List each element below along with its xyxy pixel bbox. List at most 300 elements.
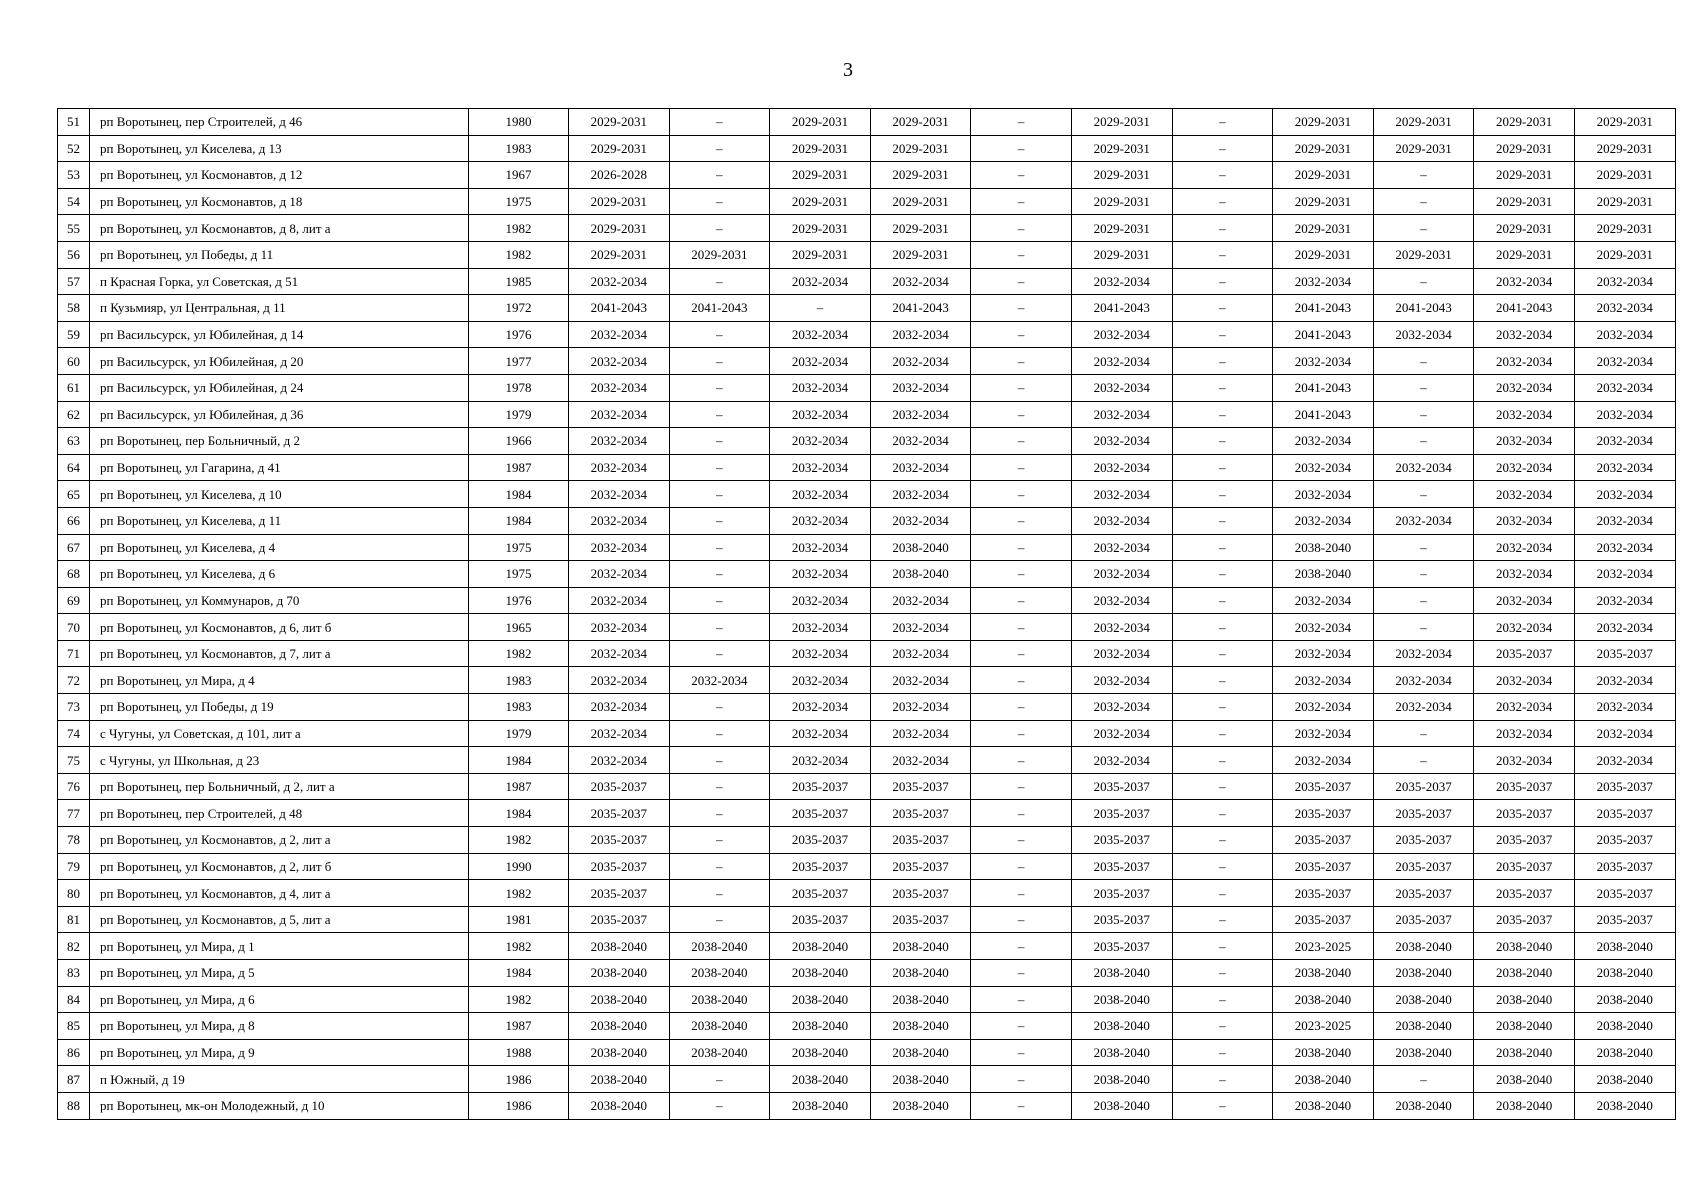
period-cell-5: – — [971, 694, 1072, 721]
period-cell-10: 2032-2034 — [1474, 561, 1575, 588]
period-cell-8: 2038-2040 — [1273, 1092, 1374, 1119]
period-cell-2: – — [669, 827, 770, 854]
period-cell-3: 2032-2034 — [770, 694, 871, 721]
period-cell-3: 2038-2040 — [770, 933, 871, 960]
table-row — [58, 374, 1676, 401]
period-cell-11: 2035-2037 — [1574, 800, 1675, 827]
period-cell-2: – — [669, 135, 770, 162]
period-cell-11: 2032-2034 — [1574, 507, 1675, 534]
period-cell-3: 2035-2037 — [770, 827, 871, 854]
period-cell-2: – — [669, 773, 770, 800]
period-cell-5: – — [971, 481, 1072, 508]
period-cell-5: – — [971, 933, 1072, 960]
period-cell-7: – — [1172, 880, 1273, 907]
year-built-cell: 1987 — [469, 773, 569, 800]
period-cell-6: 2038-2040 — [1071, 1013, 1172, 1040]
year-built-cell: 1965 — [469, 614, 569, 641]
period-cell-9: 2035-2037 — [1373, 773, 1474, 800]
period-cell-7: – — [1172, 933, 1273, 960]
period-cell-9: 2038-2040 — [1373, 1092, 1474, 1119]
period-cell-8: 2032-2034 — [1273, 720, 1374, 747]
period-cell-6: 2032-2034 — [1071, 348, 1172, 375]
period-cell-7: – — [1172, 109, 1273, 136]
period-cell-3: 2035-2037 — [770, 906, 871, 933]
address-cell: рп Воротынец, ул Коммунаров, д 70 — [90, 587, 469, 614]
period-cell-1: 2032-2034 — [569, 481, 670, 508]
period-cell-8: 2032-2034 — [1273, 348, 1374, 375]
period-cell-3: 2038-2040 — [770, 1039, 871, 1066]
row-number-cell: 62 — [58, 401, 90, 428]
period-cell-4: 2032-2034 — [870, 321, 971, 348]
period-cell-7: – — [1172, 960, 1273, 987]
period-cell-3: 2038-2040 — [770, 986, 871, 1013]
period-cell-2: – — [669, 374, 770, 401]
period-cell-5: – — [971, 268, 1072, 295]
address-cell: рп Воротынец, ул Мира, д 6 — [90, 986, 469, 1013]
period-cell-1: 2032-2034 — [569, 401, 670, 428]
period-cell-2: 2041-2043 — [669, 295, 770, 322]
period-cell-5: – — [971, 135, 1072, 162]
address-cell: рп Воротынец, ул Мира, д 9 — [90, 1039, 469, 1066]
period-cell-6: 2032-2034 — [1071, 667, 1172, 694]
period-cell-6: 2035-2037 — [1071, 853, 1172, 880]
period-cell-11: 2035-2037 — [1574, 906, 1675, 933]
period-cell-9: 2032-2034 — [1373, 321, 1474, 348]
period-cell-5: – — [971, 640, 1072, 667]
period-cell-6: 2038-2040 — [1071, 1066, 1172, 1093]
row-number-cell: 53 — [58, 162, 90, 189]
row-number-cell: 63 — [58, 428, 90, 455]
period-cell-11: 2035-2037 — [1574, 773, 1675, 800]
period-cell-3: 2032-2034 — [770, 561, 871, 588]
period-cell-4: 2029-2031 — [870, 241, 971, 268]
table-row — [58, 694, 1676, 721]
period-cell-10: 2032-2034 — [1474, 534, 1575, 561]
table-body — [58, 109, 1676, 1120]
period-cell-2: 2038-2040 — [669, 1013, 770, 1040]
period-cell-9: – — [1373, 614, 1474, 641]
period-cell-4: 2029-2031 — [870, 109, 971, 136]
period-cell-11: 2029-2031 — [1574, 188, 1675, 215]
period-cell-8: 2032-2034 — [1273, 747, 1374, 774]
period-cell-5: – — [971, 853, 1072, 880]
period-cell-4: 2032-2034 — [870, 268, 971, 295]
address-cell: рп Воротынец, ул Космонавтов, д 7, лит а — [90, 640, 469, 667]
table-row — [58, 241, 1676, 268]
period-cell-1: 2026-2028 — [569, 162, 670, 189]
address-cell: рп Воротынец, ул Космонавтов, д 2, лит а — [90, 827, 469, 854]
period-cell-11: 2038-2040 — [1574, 1013, 1675, 1040]
period-cell-1: 2032-2034 — [569, 268, 670, 295]
period-cell-1: 2035-2037 — [569, 906, 670, 933]
table-row — [58, 614, 1676, 641]
period-cell-2: – — [669, 481, 770, 508]
address-cell: рп Васильсурск, ул Юбилейная, д 36 — [90, 401, 469, 428]
period-cell-6: 2032-2034 — [1071, 428, 1172, 455]
period-cell-1: 2032-2034 — [569, 454, 670, 481]
period-cell-7: – — [1172, 507, 1273, 534]
period-cell-7: – — [1172, 587, 1273, 614]
period-cell-5: – — [971, 587, 1072, 614]
period-cell-8: 2038-2040 — [1273, 986, 1374, 1013]
row-number-cell: 72 — [58, 667, 90, 694]
period-cell-5: – — [971, 800, 1072, 827]
period-cell-11: 2032-2034 — [1574, 268, 1675, 295]
period-cell-4: 2032-2034 — [870, 374, 971, 401]
period-cell-9: – — [1373, 1066, 1474, 1093]
period-cell-6: 2029-2031 — [1071, 188, 1172, 215]
period-cell-2: – — [669, 109, 770, 136]
period-cell-4: 2032-2034 — [870, 348, 971, 375]
period-cell-11: 2032-2034 — [1574, 374, 1675, 401]
period-cell-1: 2029-2031 — [569, 109, 670, 136]
row-number-cell: 74 — [58, 720, 90, 747]
period-cell-8: 2023-2025 — [1273, 1013, 1374, 1040]
year-built-cell: 1985 — [469, 268, 569, 295]
period-cell-3: 2029-2031 — [770, 109, 871, 136]
period-cell-10: 2035-2037 — [1474, 880, 1575, 907]
period-cell-2: – — [669, 321, 770, 348]
row-number-cell: 80 — [58, 880, 90, 907]
period-cell-3: 2038-2040 — [770, 1066, 871, 1093]
period-cell-10: 2032-2034 — [1474, 481, 1575, 508]
period-cell-3: 2038-2040 — [770, 960, 871, 987]
period-cell-3: 2032-2034 — [770, 587, 871, 614]
year-built-cell: 1979 — [469, 401, 569, 428]
table-row — [58, 933, 1676, 960]
period-cell-8: 2029-2031 — [1273, 135, 1374, 162]
period-cell-10: 2032-2034 — [1474, 454, 1575, 481]
period-cell-1: 2032-2034 — [569, 534, 670, 561]
period-cell-7: – — [1172, 374, 1273, 401]
table-row — [58, 1013, 1676, 1040]
year-built-cell: 1986 — [469, 1066, 569, 1093]
row-number-cell: 71 — [58, 640, 90, 667]
period-cell-6: 2032-2034 — [1071, 614, 1172, 641]
period-cell-9: – — [1373, 188, 1474, 215]
period-cell-4: 2032-2034 — [870, 614, 971, 641]
address-cell: рп Воротынец, ул Мира, д 4 — [90, 667, 469, 694]
period-cell-8: 2032-2034 — [1273, 454, 1374, 481]
row-number-cell: 68 — [58, 561, 90, 588]
period-cell-4: 2038-2040 — [870, 1039, 971, 1066]
address-cell: рп Воротынец, ул Космонавтов, д 2, лит б — [90, 853, 469, 880]
period-cell-2: 2038-2040 — [669, 986, 770, 1013]
period-cell-9: 2029-2031 — [1373, 109, 1474, 136]
period-cell-7: – — [1172, 800, 1273, 827]
period-cell-5: – — [971, 906, 1072, 933]
period-cell-7: – — [1172, 428, 1273, 455]
period-cell-5: – — [971, 348, 1072, 375]
period-cell-7: – — [1172, 667, 1273, 694]
period-cell-5: – — [971, 428, 1072, 455]
period-cell-2: – — [669, 348, 770, 375]
period-cell-2: – — [669, 640, 770, 667]
address-cell: рп Васильсурск, ул Юбилейная, д 24 — [90, 374, 469, 401]
period-cell-1: 2035-2037 — [569, 853, 670, 880]
period-cell-4: 2029-2031 — [870, 188, 971, 215]
period-cell-4: 2032-2034 — [870, 640, 971, 667]
period-cell-9: 2035-2037 — [1373, 853, 1474, 880]
period-cell-3: 2032-2034 — [770, 268, 871, 295]
period-cell-2: – — [669, 906, 770, 933]
period-cell-4: 2032-2034 — [870, 401, 971, 428]
period-cell-3: 2032-2034 — [770, 534, 871, 561]
row-number-cell: 51 — [58, 109, 90, 136]
year-built-cell: 1984 — [469, 960, 569, 987]
period-cell-9: 2038-2040 — [1373, 960, 1474, 987]
period-cell-10: 2032-2034 — [1474, 747, 1575, 774]
row-number-cell: 55 — [58, 215, 90, 242]
address-cell: рп Воротынец, ул Космонавтов, д 4, лит а — [90, 880, 469, 907]
table-row — [58, 800, 1676, 827]
year-built-cell: 1987 — [469, 454, 569, 481]
period-cell-4: 2032-2034 — [870, 507, 971, 534]
year-built-cell: 1982 — [469, 215, 569, 242]
period-cell-5: – — [971, 667, 1072, 694]
period-cell-5: – — [971, 215, 1072, 242]
period-cell-9: 2032-2034 — [1373, 507, 1474, 534]
address-cell: рп Воротынец, ул Киселева, д 4 — [90, 534, 469, 561]
period-cell-11: 2035-2037 — [1574, 880, 1675, 907]
year-built-cell: 1976 — [469, 587, 569, 614]
period-cell-7: – — [1172, 454, 1273, 481]
period-cell-7: – — [1172, 561, 1273, 588]
period-cell-8: 2029-2031 — [1273, 241, 1374, 268]
period-cell-7: – — [1172, 295, 1273, 322]
period-cell-4: 2035-2037 — [870, 773, 971, 800]
period-cell-3: 2032-2034 — [770, 720, 871, 747]
period-cell-11: 2038-2040 — [1574, 1092, 1675, 1119]
period-cell-7: – — [1172, 348, 1273, 375]
period-cell-9: – — [1373, 215, 1474, 242]
year-built-cell: 1980 — [469, 109, 569, 136]
period-cell-11: 2032-2034 — [1574, 295, 1675, 322]
period-cell-7: – — [1172, 720, 1273, 747]
year-built-cell: 1984 — [469, 747, 569, 774]
period-cell-9: 2035-2037 — [1373, 827, 1474, 854]
table-row — [58, 215, 1676, 242]
row-number-cell: 65 — [58, 481, 90, 508]
row-number-cell: 73 — [58, 694, 90, 721]
row-number-cell: 52 — [58, 135, 90, 162]
period-cell-5: – — [971, 747, 1072, 774]
year-built-cell: 1978 — [469, 374, 569, 401]
period-cell-8: 2029-2031 — [1273, 215, 1374, 242]
period-cell-8: 2038-2040 — [1273, 1039, 1374, 1066]
period-cell-11: 2032-2034 — [1574, 561, 1675, 588]
period-cell-10: 2035-2037 — [1474, 853, 1575, 880]
period-cell-3: 2035-2037 — [770, 880, 871, 907]
period-cell-2: – — [669, 694, 770, 721]
period-cell-10: 2032-2034 — [1474, 321, 1575, 348]
period-cell-2: – — [669, 880, 770, 907]
year-built-cell: 1982 — [469, 640, 569, 667]
period-cell-3: 2029-2031 — [770, 215, 871, 242]
period-cell-2: – — [669, 454, 770, 481]
row-number-cell: 56 — [58, 241, 90, 268]
period-cell-6: 2032-2034 — [1071, 321, 1172, 348]
period-cell-9: – — [1373, 162, 1474, 189]
table-row — [58, 295, 1676, 322]
period-cell-2: 2038-2040 — [669, 960, 770, 987]
period-cell-10: 2032-2034 — [1474, 587, 1575, 614]
period-cell-1: 2032-2034 — [569, 614, 670, 641]
period-cell-7: – — [1172, 162, 1273, 189]
period-cell-10: 2029-2031 — [1474, 162, 1575, 189]
period-cell-2: – — [669, 507, 770, 534]
period-cell-5: – — [971, 188, 1072, 215]
period-cell-5: – — [971, 241, 1072, 268]
period-cell-7: – — [1172, 773, 1273, 800]
address-cell: рп Воротынец, ул Киселева, д 10 — [90, 481, 469, 508]
table-row — [58, 348, 1676, 375]
row-number-cell: 78 — [58, 827, 90, 854]
period-cell-9: 2035-2037 — [1373, 800, 1474, 827]
year-built-cell: 1982 — [469, 986, 569, 1013]
period-cell-4: 2032-2034 — [870, 428, 971, 455]
period-cell-2: – — [669, 215, 770, 242]
period-cell-6: 2032-2034 — [1071, 561, 1172, 588]
period-cell-10: 2032-2034 — [1474, 348, 1575, 375]
period-cell-2: – — [669, 534, 770, 561]
period-cell-7: – — [1172, 481, 1273, 508]
period-cell-3: 2029-2031 — [770, 162, 871, 189]
period-cell-6: 2032-2034 — [1071, 640, 1172, 667]
period-cell-4: 2038-2040 — [870, 1092, 971, 1119]
period-cell-3: 2032-2034 — [770, 481, 871, 508]
period-cell-8: 2041-2043 — [1273, 401, 1374, 428]
period-cell-11: 2032-2034 — [1574, 747, 1675, 774]
period-cell-6: 2032-2034 — [1071, 401, 1172, 428]
period-cell-3: 2029-2031 — [770, 135, 871, 162]
period-cell-3: 2032-2034 — [770, 428, 871, 455]
period-cell-4: 2038-2040 — [870, 1066, 971, 1093]
period-cell-5: – — [971, 295, 1072, 322]
period-cell-2: 2032-2034 — [669, 667, 770, 694]
period-cell-6: 2032-2034 — [1071, 694, 1172, 721]
address-cell: рп Васильсурск, ул Юбилейная, д 14 — [90, 321, 469, 348]
row-number-cell: 61 — [58, 374, 90, 401]
period-cell-2: – — [669, 800, 770, 827]
period-cell-5: – — [971, 162, 1072, 189]
table-row — [58, 640, 1676, 667]
period-cell-10: 2038-2040 — [1474, 1092, 1575, 1119]
period-cell-6: 2035-2037 — [1071, 800, 1172, 827]
period-cell-7: – — [1172, 614, 1273, 641]
year-built-cell: 1983 — [469, 667, 569, 694]
period-cell-8: 2035-2037 — [1273, 880, 1374, 907]
period-cell-1: 2032-2034 — [569, 747, 670, 774]
period-cell-6: 2038-2040 — [1071, 1092, 1172, 1119]
period-cell-8: 2032-2034 — [1273, 667, 1374, 694]
period-cell-2: – — [669, 853, 770, 880]
period-cell-6: 2038-2040 — [1071, 1039, 1172, 1066]
period-cell-10: 2035-2037 — [1474, 640, 1575, 667]
year-built-cell: 1966 — [469, 428, 569, 455]
period-cell-5: – — [971, 1039, 1072, 1066]
period-cell-8: 2029-2031 — [1273, 162, 1374, 189]
row-number-cell: 60 — [58, 348, 90, 375]
period-cell-9: 2032-2034 — [1373, 667, 1474, 694]
address-cell: с Чугуны, ул Школьная, д 23 — [90, 747, 469, 774]
row-number-cell: 88 — [58, 1092, 90, 1119]
period-cell-4: 2038-2040 — [870, 933, 971, 960]
row-number-cell: 76 — [58, 773, 90, 800]
period-cell-4: 2029-2031 — [870, 135, 971, 162]
row-number-cell: 70 — [58, 614, 90, 641]
address-cell: рп Воротынец, ул Гагарина, д 41 — [90, 454, 469, 481]
period-cell-11: 2035-2037 — [1574, 640, 1675, 667]
period-cell-8: 2035-2037 — [1273, 773, 1374, 800]
period-cell-1: 2035-2037 — [569, 880, 670, 907]
period-cell-1: 2032-2034 — [569, 561, 670, 588]
period-cell-7: – — [1172, 640, 1273, 667]
period-cell-2: – — [669, 614, 770, 641]
period-cell-9: – — [1373, 587, 1474, 614]
table-row — [58, 880, 1676, 907]
period-cell-4: 2035-2037 — [870, 853, 971, 880]
period-cell-1: 2038-2040 — [569, 933, 670, 960]
period-cell-4: 2038-2040 — [870, 561, 971, 588]
period-cell-3: 2029-2031 — [770, 188, 871, 215]
table-row — [58, 853, 1676, 880]
period-cell-2: – — [669, 1092, 770, 1119]
period-cell-1: 2032-2034 — [569, 587, 670, 614]
period-cell-5: – — [971, 374, 1072, 401]
table-row — [58, 986, 1676, 1013]
period-cell-9: 2032-2034 — [1373, 640, 1474, 667]
address-cell: рп Воротынец, ул Космонавтов, д 12 — [90, 162, 469, 189]
address-cell: рп Воротынец, пер Строителей, д 46 — [90, 109, 469, 136]
period-cell-9: 2035-2037 — [1373, 880, 1474, 907]
address-cell: с Чугуны, ул Советская, д 101, лит а — [90, 720, 469, 747]
period-cell-6: 2029-2031 — [1071, 162, 1172, 189]
period-cell-6: 2029-2031 — [1071, 215, 1172, 242]
address-cell: рп Воротынец, ул Мира, д 5 — [90, 960, 469, 987]
period-cell-5: – — [971, 1013, 1072, 1040]
period-cell-9: – — [1373, 348, 1474, 375]
address-cell: рп Воротынец, мк-он Молодежный, д 10 — [90, 1092, 469, 1119]
period-cell-4: 2035-2037 — [870, 827, 971, 854]
period-cell-5: – — [971, 401, 1072, 428]
period-cell-10: 2035-2037 — [1474, 773, 1575, 800]
period-cell-2: 2038-2040 — [669, 1039, 770, 1066]
period-cell-6: 2032-2034 — [1071, 587, 1172, 614]
period-cell-10: 2038-2040 — [1474, 960, 1575, 987]
period-cell-1: 2041-2043 — [569, 295, 670, 322]
period-cell-10: 2029-2031 — [1474, 188, 1575, 215]
period-cell-2: 2038-2040 — [669, 933, 770, 960]
year-built-cell: 1983 — [469, 694, 569, 721]
period-cell-3: 2038-2040 — [770, 1013, 871, 1040]
period-cell-10: 2035-2037 — [1474, 827, 1575, 854]
period-cell-7: – — [1172, 986, 1273, 1013]
address-cell: рп Воротынец, ул Киселева, д 11 — [90, 507, 469, 534]
period-cell-10: 2041-2043 — [1474, 295, 1575, 322]
period-cell-6: 2032-2034 — [1071, 268, 1172, 295]
address-cell: рп Воротынец, ул Космонавтов, д 18 — [90, 188, 469, 215]
period-cell-6: 2035-2037 — [1071, 880, 1172, 907]
period-cell-9: – — [1373, 401, 1474, 428]
table-row — [58, 188, 1676, 215]
table-row — [58, 428, 1676, 455]
period-cell-11: 2035-2037 — [1574, 827, 1675, 854]
period-cell-6: 2032-2034 — [1071, 507, 1172, 534]
period-cell-9: – — [1373, 561, 1474, 588]
period-cell-8: 2035-2037 — [1273, 800, 1374, 827]
period-cell-4: 2035-2037 — [870, 800, 971, 827]
